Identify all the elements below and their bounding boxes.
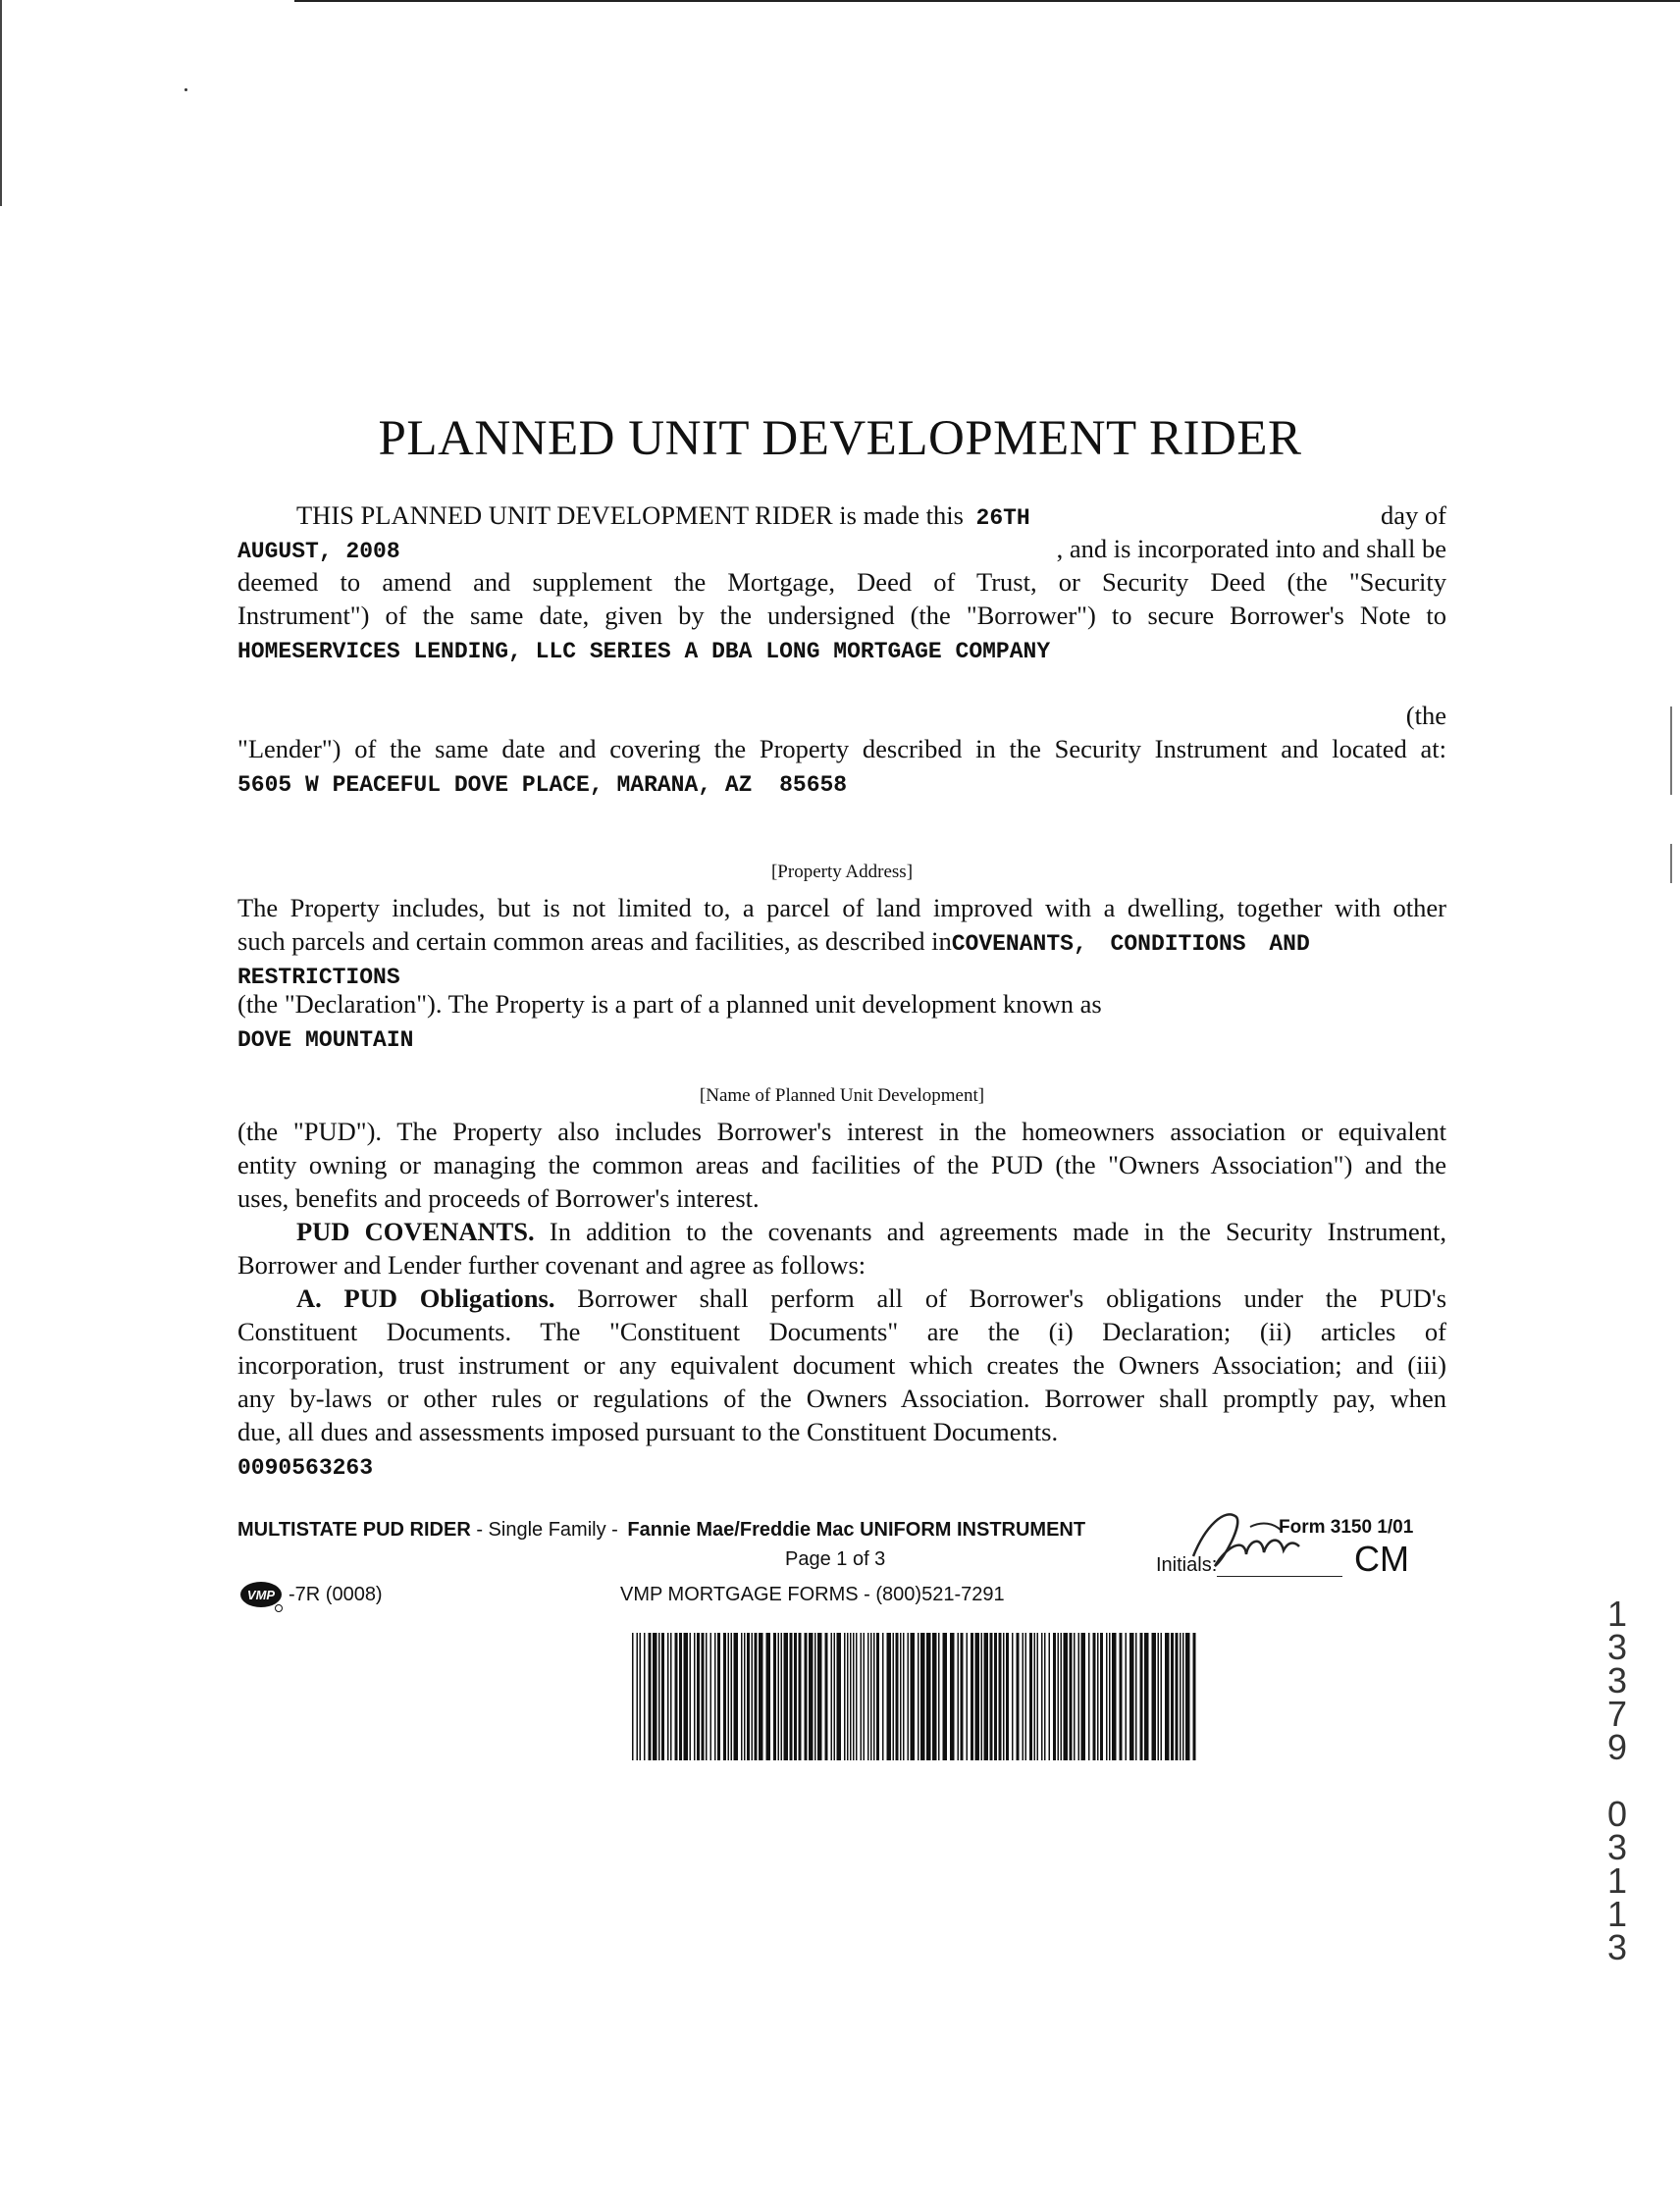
barcode-bar: [1023, 1633, 1024, 1760]
barcode-bar: [1012, 1633, 1014, 1760]
vmp-logo-icon: [239, 1580, 287, 1613]
barcode-bar: [1100, 1633, 1103, 1760]
scan-mark-right: [1670, 844, 1672, 883]
the-paren-line: [237, 699, 1446, 732]
barcode-bar: [747, 1633, 750, 1760]
barcode-bar: [861, 1633, 863, 1760]
side-stamp-digit: 9: [1606, 1727, 1628, 1767]
property-address-caption: [Property Address]: [770, 862, 914, 882]
barcode-bar: [778, 1633, 780, 1760]
declaration-doc-line-2: [237, 958, 1446, 990]
barcode-bar: [971, 1633, 973, 1760]
barcode-bar: [755, 1633, 758, 1760]
barcode-bar: [697, 1633, 700, 1760]
barcode-bar: [723, 1633, 726, 1760]
uniform-instrument-label: Fannie Mae/Freddie Mac UNIFORM INSTRUMENT: [627, 1519, 1086, 1541]
side-stamp-digit: 0: [1606, 1794, 1628, 1834]
barcode-bar: [1049, 1633, 1051, 1760]
covenant-a-text: Borrower shall perform all of Borrower's obligations under the PUD's: [577, 1283, 1446, 1313]
barcode-bar: [981, 1633, 983, 1760]
barcode-bar: [1126, 1633, 1128, 1760]
initials-written: CM: [1354, 1539, 1409, 1579]
barcode-bar: [784, 1633, 789, 1760]
declaration-doc-field: COVENANTS, CONDITIONS AND: [951, 931, 1310, 957]
barcode-bar: [837, 1633, 842, 1760]
scan-mark-right: [1670, 706, 1672, 795]
barcode-bar: [1081, 1633, 1086, 1760]
covenants-heading: PUD COVENANTS.: [296, 1217, 535, 1246]
barcode-bar: [766, 1633, 771, 1760]
barcode-bar: [752, 1633, 754, 1760]
initials-label: Initials:: [1156, 1554, 1218, 1576]
blank-line: [237, 799, 1446, 832]
barcode-bar: [911, 1633, 916, 1760]
barcode-bar: [1120, 1633, 1123, 1760]
barcode-bar: [773, 1633, 776, 1760]
barcode-bar: [847, 1633, 849, 1760]
property-line-2: [237, 924, 1446, 958]
barcode-bar: [825, 1633, 828, 1760]
side-stamp-digit: 7: [1606, 1694, 1628, 1734]
covenant-a-line-2: Constituent Documents. The "Constituent Documents" are the (i) Declaration; (ii) articles of: [237, 1317, 1446, 1346]
page-number: Page 1 of 3: [785, 1548, 886, 1570]
property-line-3: (the "Declaration"). The Property is a part of a planned unit development known as: [237, 989, 1102, 1019]
barcode-bar: [961, 1633, 964, 1760]
barcode-bar: [853, 1633, 855, 1760]
barcode-bar: [1044, 1633, 1046, 1760]
pud-name-caption: [Name of Planned Unit Development]: [699, 1085, 985, 1106]
barcode-bar: [920, 1633, 925, 1760]
scan-edge-left: [0, 0, 2, 206]
month-year-field: AUGUST, 2008: [237, 539, 400, 564]
barcode-bar: [932, 1633, 937, 1760]
barcode-bar: [850, 1633, 852, 1760]
barcode-bar: [926, 1633, 931, 1760]
barcode-bar: [1097, 1633, 1099, 1760]
barcode-bar: [817, 1633, 822, 1760]
barcode-bar: [1006, 1633, 1009, 1760]
barcode-bar: [694, 1633, 696, 1760]
intro-line-1: [237, 498, 1446, 532]
barcode-bar: [679, 1633, 682, 1760]
barcode-bar: [864, 1633, 866, 1760]
barcode-bar: [1185, 1633, 1190, 1760]
barcode-bar: [867, 1633, 869, 1760]
barcode-bar: [893, 1633, 895, 1760]
blank-line: [237, 665, 1446, 699]
barcode-bar: [649, 1633, 652, 1760]
barcode-bar: [690, 1633, 692, 1760]
side-stamp-digit: 3: [1606, 1660, 1628, 1701]
covenant-a-line-1: [237, 1282, 1446, 1315]
side-stamp-digit: 1: [1606, 1860, 1628, 1901]
barcode-bar: [938, 1633, 940, 1760]
property-line-5: entity owning or managing the common areas and facilities of the PUD (the "Owners Association") and the: [237, 1150, 1446, 1179]
barcode-bar: [632, 1633, 634, 1760]
barcode-bar: [999, 1633, 1002, 1760]
barcode-bar: [1182, 1633, 1184, 1760]
barcode-bar: [990, 1633, 993, 1760]
barcode-bar: [896, 1633, 899, 1760]
barcode-bar: [644, 1633, 646, 1760]
barcode-bar: [1193, 1633, 1196, 1760]
side-stamp-digit: 1: [1606, 1594, 1628, 1634]
barcode-bar: [856, 1633, 858, 1760]
barcode-bar: [908, 1633, 910, 1760]
barcode-bar: [670, 1633, 672, 1760]
pud-name-field: DOVE MOUNTAIN: [237, 1027, 414, 1053]
barcode-bar: [876, 1633, 879, 1760]
barcode-bar: [943, 1633, 948, 1760]
barcode-bar: [1135, 1633, 1137, 1760]
barcode-bar: [684, 1633, 689, 1760]
covenant-a-line-3: incorporation, trust instrument or any equivalent document which creates the Owners Association; and (iii): [237, 1350, 1446, 1380]
incorporated-text: , and is incorporated into and shall be: [1056, 534, 1446, 563]
blank-line: [237, 1056, 1446, 1079]
lender-name-field: HOMESERVICES LENDING, LLC SERIES A DBA LONG MORTGAGE COMPANY: [237, 639, 1051, 664]
barcode-bar: [706, 1633, 708, 1760]
property-line-6: uses, benefits and proceeds of Borrower's interest.: [237, 1183, 760, 1213]
barcode-bar: [799, 1633, 802, 1760]
barcode-bar: [1078, 1633, 1080, 1760]
the-paren-text: (the: [1405, 701, 1446, 730]
barcode-bar: [809, 1633, 814, 1760]
barcode-bar: [675, 1633, 678, 1760]
barcode-bar: [658, 1633, 660, 1760]
barcode-bar: [1017, 1633, 1020, 1760]
barcode-bar: [1129, 1633, 1134, 1760]
vmp-forms-label: VMP MORTGAGE FORMS - (800)521-7291: [620, 1584, 1005, 1605]
barcode-bar: [717, 1633, 720, 1760]
barcode-bar: [1093, 1633, 1096, 1760]
pud-name-line: [237, 1020, 1446, 1056]
blank-line: [237, 832, 1446, 856]
covenant-a-line-5: due, all dues and assessments imposed pursuant to the Constituent Documents.: [237, 1417, 1059, 1446]
side-stamp-digit: 1: [1606, 1894, 1628, 1934]
barcode-bar: [1106, 1633, 1108, 1760]
barcode-bar: [1144, 1633, 1149, 1760]
rider-label: MULTISTATE PUD RIDER: [237, 1519, 471, 1541]
document-title: PLANNED UNIT DEVELOPMENT RIDER: [378, 411, 1302, 466]
barcode-bar: [900, 1633, 902, 1760]
covenant-a-line-4: any by-laws or other rules or regulations of the Owners Association. Borrower shall promptly pay, when: [237, 1384, 1446, 1413]
lender-line: "Lender") of the same date and covering the Property described in the Security Instrument and located at:: [237, 734, 1446, 763]
barcode-bar: [814, 1633, 816, 1760]
loan-number-line: [237, 1448, 1446, 1482]
declaration-doc-field-2: RESTRICTIONS: [237, 965, 400, 990]
barcode-bar: [710, 1633, 712, 1760]
barcode-bar: [831, 1633, 833, 1760]
barcode-bar: [734, 1633, 739, 1760]
barcode-bar: [1034, 1633, 1036, 1760]
barcode-bar: [702, 1633, 705, 1760]
lender-name-line: [237, 632, 1446, 665]
barcode-bar: [794, 1633, 797, 1760]
barcode-bar: [1058, 1633, 1060, 1760]
barcode-bar: [1070, 1633, 1073, 1760]
barcode-bar: [637, 1633, 639, 1760]
barcode-bar: [882, 1633, 884, 1760]
barcode-bar: [1180, 1633, 1181, 1760]
barcode-bar: [1041, 1633, 1043, 1760]
barcode-bar: [1158, 1633, 1160, 1760]
barcode-bar: [1064, 1633, 1069, 1760]
barcode-bar: [728, 1633, 730, 1760]
barcode-bar: [984, 1633, 989, 1760]
barcode-bar: [1029, 1633, 1032, 1760]
intro-line-2: [237, 532, 1446, 565]
barcode-bar: [873, 1633, 875, 1760]
barcode-bar: [1161, 1633, 1163, 1760]
barcode-bar: [1061, 1633, 1063, 1760]
barcode-bar: [903, 1633, 905, 1760]
form-number: Form 3150 1/01: [1279, 1517, 1414, 1538]
covenants-text: In addition to the covenants and agreements made in the Security Instrument,: [549, 1217, 1446, 1246]
barcode-bar: [653, 1633, 657, 1760]
intro-text: THIS PLANNED UNIT DEVELOPMENT RIDER is made this: [296, 500, 964, 530]
barcode-bar: [950, 1633, 955, 1760]
barcode-bar: [640, 1633, 642, 1760]
barcode-bar: [781, 1633, 783, 1760]
property-address-line: [237, 765, 1446, 799]
day-of-label: day of: [1381, 500, 1446, 530]
barcode-bar: [714, 1633, 716, 1760]
barcode-bar: [834, 1633, 836, 1760]
handwritten-signature: [1185, 1497, 1333, 1576]
property-line-1: The Property includes, but is not limited to, a parcel of land improved with a dwelling, together with other: [237, 893, 1446, 922]
covenants-line-1: [237, 1215, 1446, 1248]
property-line-4: (the "PUD"). The Property also includes Borrower's interest in the homeowners association or equivalent: [237, 1117, 1446, 1146]
intro-line-3: deemed to amend and supplement the Mortgage, Deed of Trust, or Security Deed (the "Security: [237, 567, 1446, 597]
barcode-bar: [1025, 1633, 1027, 1760]
document-body: [237, 498, 1446, 1482]
side-stamp-digit: 3: [1606, 1627, 1628, 1667]
barcode-bar: [958, 1633, 960, 1760]
barcode-bar: [1152, 1633, 1157, 1760]
barcode-bar: [790, 1633, 793, 1760]
barcode-bar: [1109, 1633, 1111, 1760]
barcode-bar: [731, 1633, 733, 1760]
property-line-2-text: such parcels and certain common areas and facilities, as described in: [237, 926, 952, 956]
covenant-a-heading: A. PUD Obligations.: [296, 1283, 555, 1313]
barcode-bar: [741, 1633, 743, 1760]
barcode-bar: [967, 1633, 969, 1760]
barcode-bar: [1088, 1633, 1090, 1760]
barcode-bar: [870, 1633, 872, 1760]
barcode-bar: [1037, 1633, 1039, 1760]
intro-line-4: Instrument") of the same date, given by the undersigned (the "Borrower") to secure Borrower's Note to: [237, 601, 1446, 630]
barcode-bar: [1165, 1633, 1170, 1760]
svg-text:VMP: VMP: [246, 1588, 276, 1602]
vmp-form-code: -7R (0008): [289, 1584, 383, 1605]
barcode-bar: [667, 1633, 669, 1760]
barcode-bar: [744, 1633, 746, 1760]
barcode-bar: [975, 1633, 980, 1760]
covenants-line-2: Borrower and Lender further covenant and agree as follows:: [237, 1250, 866, 1280]
barcode-bar: [1112, 1633, 1117, 1760]
day-field: 26TH: [975, 505, 1030, 531]
side-stamp-digit: [1600, 1764, 1635, 1798]
scan-edge-top: [294, 0, 1680, 2]
rider-footer: [237, 1519, 1085, 1542]
barcode-bar: [1140, 1633, 1143, 1760]
side-stamp-digit: 3: [1606, 1827, 1628, 1867]
single-family-label: - Single Family -: [476, 1519, 618, 1541]
barcode-bar: [759, 1633, 763, 1760]
barcode-bar: [1003, 1633, 1005, 1760]
barcode-bar: [1176, 1633, 1179, 1760]
side-stamp-digit: 3: [1606, 1927, 1628, 1967]
barcode-bar: [1074, 1633, 1076, 1760]
property-address-field: 5605 W PEACEFUL DOVE PLACE, MARANA, AZ 85658: [237, 772, 848, 798]
barcode-bar: [887, 1633, 892, 1760]
barcode-bar: [994, 1633, 997, 1760]
barcode-bar: [918, 1633, 919, 1760]
loan-number: 0090563263: [237, 1455, 374, 1481]
barcode-bar: [1171, 1633, 1174, 1760]
barcode-bar: [661, 1633, 664, 1760]
barcode-bar: [805, 1633, 808, 1760]
scan-dot: [184, 88, 187, 91]
barcode-bar: [844, 1633, 846, 1760]
barcode: [632, 1633, 1197, 1760]
barcode-bar: [1053, 1633, 1056, 1760]
side-stamp-number: [1600, 1594, 1635, 1967]
